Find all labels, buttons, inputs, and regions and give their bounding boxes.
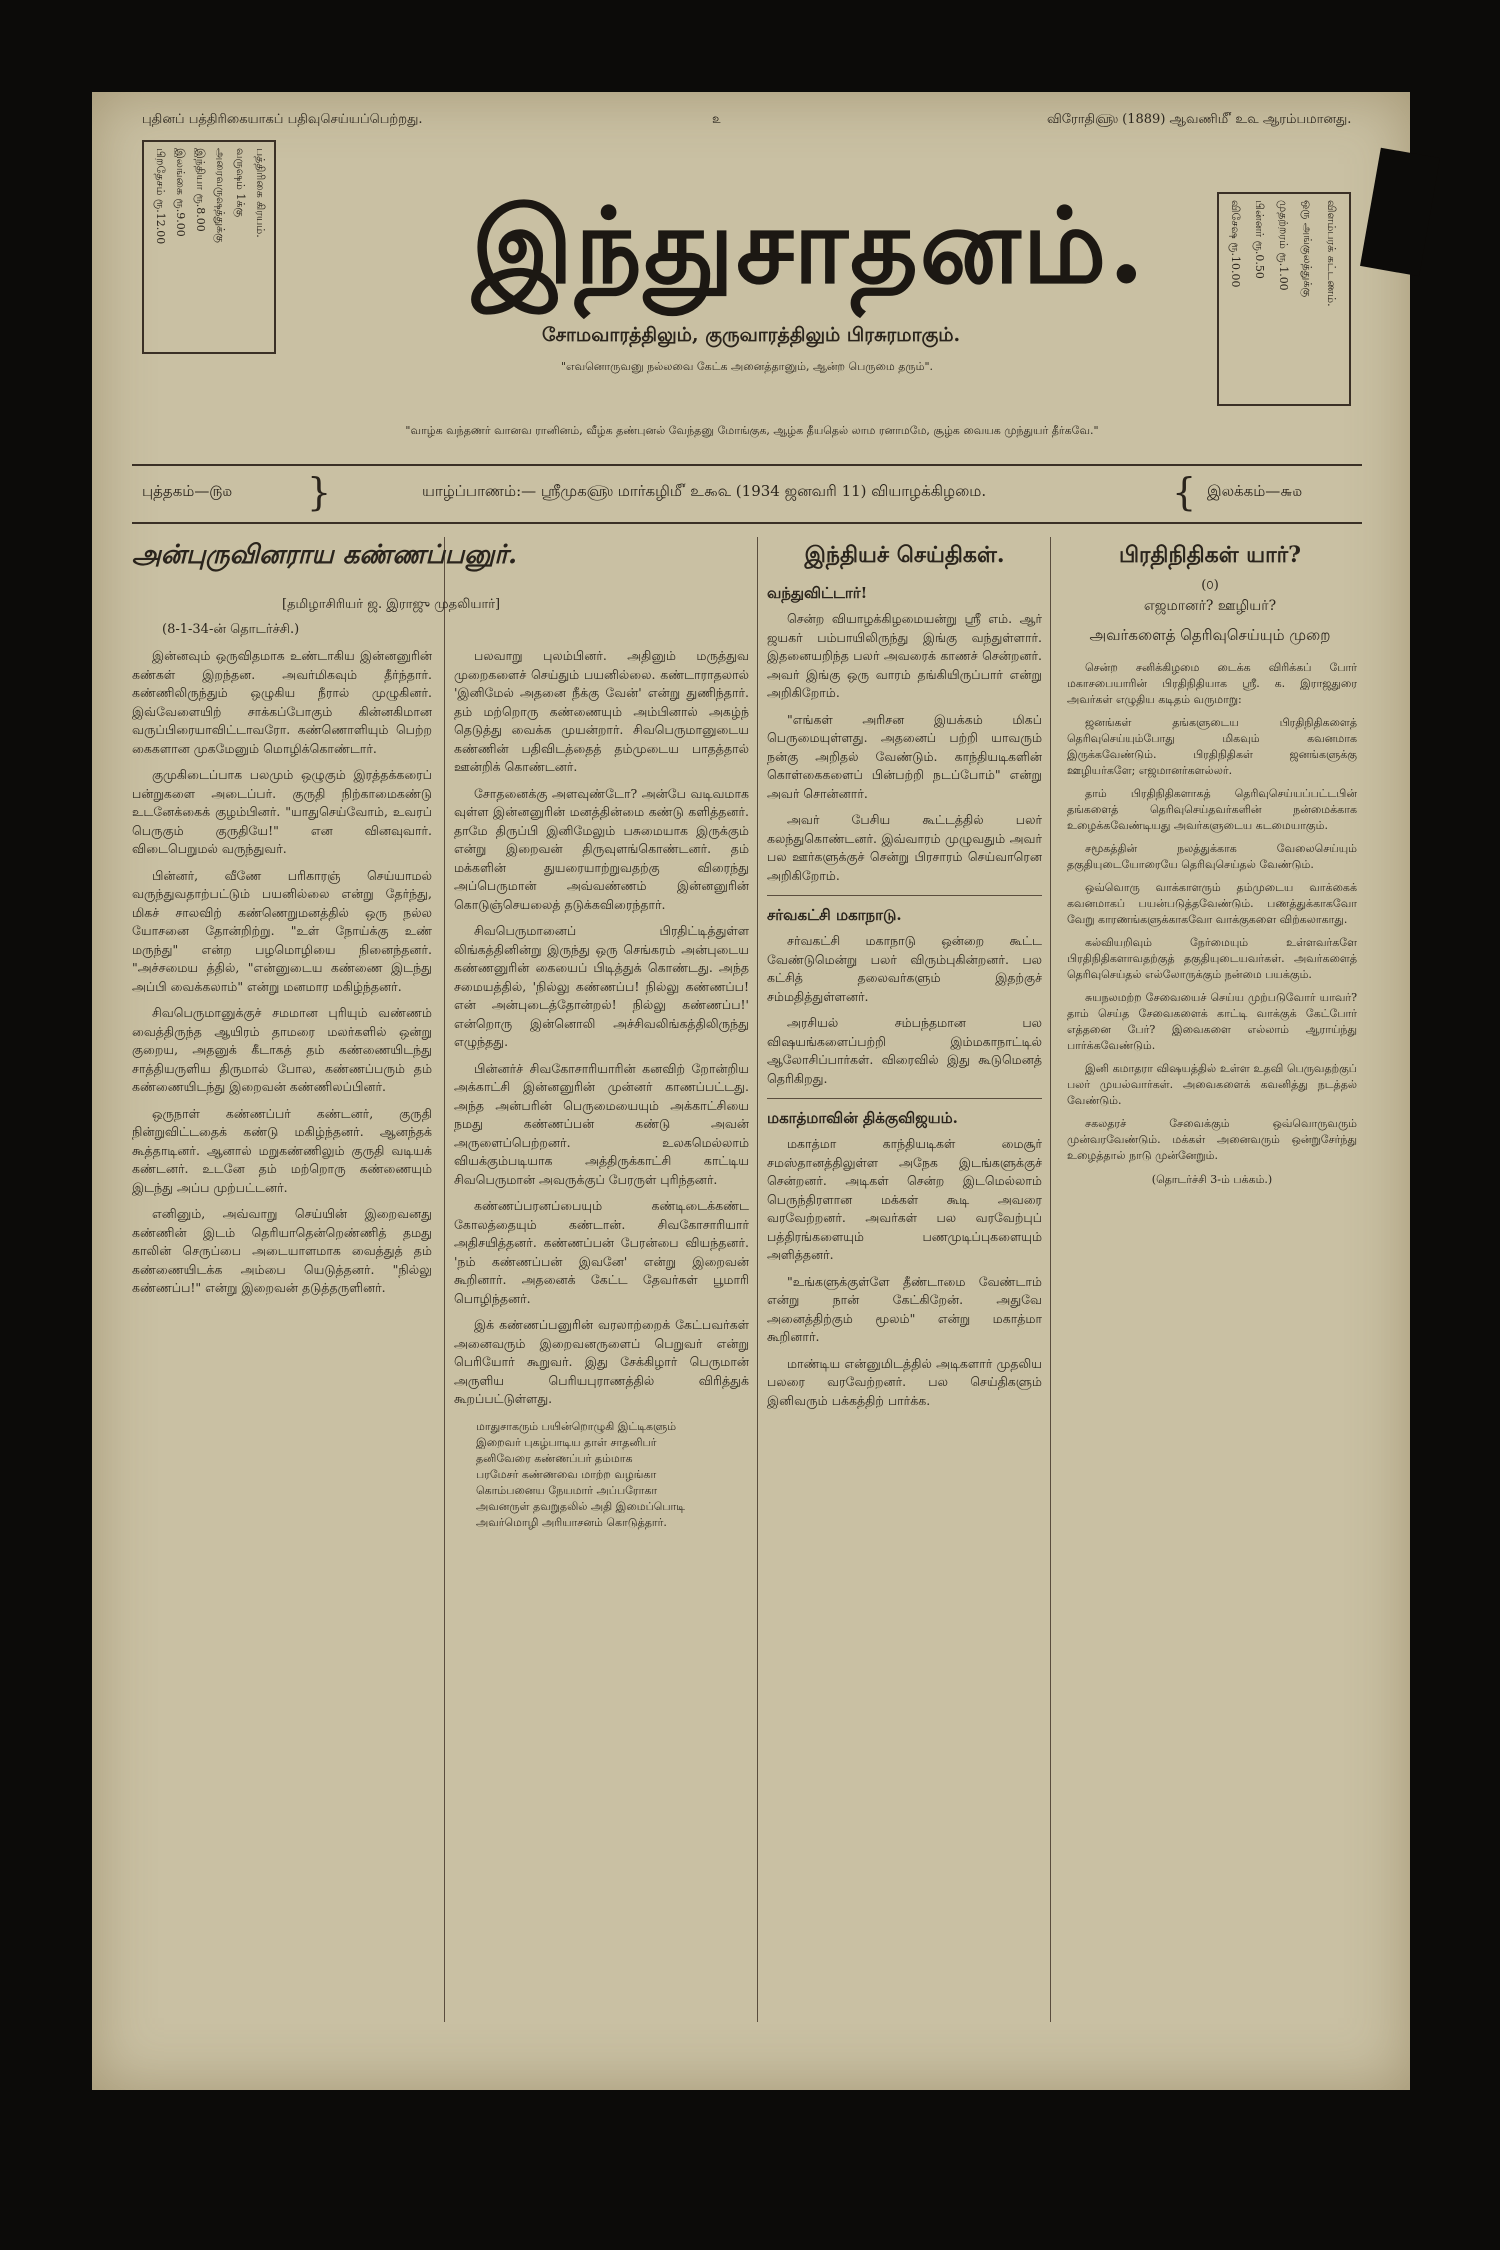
divider	[767, 895, 1042, 896]
subscription-line: பத்திரிகை கிரயம்.	[254, 148, 267, 238]
paragraph: இனி கமாதரா விஷயத்தில் உள்ள உதவி பெருவதற்குப் பலர் முயல்வார்கள். அவைகளைக் கவனித்து நடத்தல் வேண்டும்.	[1067, 1062, 1357, 1107]
paragraph: சிவபெருமானைப் பிரதிட்டித்துள்ள லிங்கத்தினின்று இருந்து ஒரு செங்கரம் அன்புடைய கண்ணனுரின் கையைப் பிடித்துக் கொண்டது. அந்த சமையத்தில், 'நில்லு கண்ணப்ப! நில்லு கண்ணப்ப! என் அன்புடைத்தோன்றல்! நில்லு கண்ணப்ப!' என்றொரு இன்னொலி அச்சிவலிங்கத்திலிருந்து எழுந்தது.	[454, 923, 749, 1049]
paragraph: பின்னர்ச் சிவகோசாரியாரின் கனவிற் றோன்றிய அக்காட்சி இன்னனுரின் முன்னர் காணப்பட்டது. அந்த அன்பரின் பெருமையையும் அக்காட்சியை நமது கண்ணப்பன் கண்டு அவன் அருளைப்பெற்றனர். உலகமெல்லாம் வியக்கும்படியாக அத்திருக்காட்சி காட்டிய சிவபெருமான் அவருக்குப் பேரருள் புரிந்தனர்.	[454, 1060, 749, 1187]
ad-rate-line: விசேஷ ரூ.10.00	[1229, 200, 1242, 288]
divider	[767, 1098, 1042, 1099]
article-byline: [தமிழாசிரியர் ஜ. இராஜு முதலியார்]	[282, 597, 501, 612]
verse-line: அவர்மொழி அரியாசனம் கொடுத்தார்.	[476, 1515, 667, 1529]
column-rule	[444, 537, 445, 2022]
paragraph: பலவாறு புலம்பினர். அதினும் மருத்துவ முறைகளைச் செய்தும் பயனில்லை. கண்டாராதலால் 'இனிமேல் அதனை நீக்கு வேன்' என்று துணிந்தார். தம் மற்றொரு கண்ணையும் அம்பினால் அகழ்ந் தெடுத்து வைக்க முயன்றார். சிவபெருமானுடைய கண்ணின் பதிவிடத்தைத் தம்முடைய பாதத்தால் ஊன்றிக் கொண்டனர்.	[454, 648, 749, 774]
paragraph: கல்வியறிவும் நேர்மையும் உள்ளவர்களே பிரதிநிதிகளாவதற்குத் தகுதியுடையவர்கள். அவர்களைத் தெரிவுசெய்தல் எல்லோருக்கும் நன்மை பயக்கும்.	[1067, 936, 1357, 981]
torn-corner	[1360, 148, 1440, 277]
page-number: ௨	[712, 112, 722, 127]
brace-left: }	[307, 470, 332, 514]
paragraph: சமூகத்தின் நலத்துக்காக வேலைசெய்யும் தகுதியுடையோரையே தெரிவுசெய்தல் வேண்டும்.	[1067, 842, 1357, 871]
verse-line: மாதுசாகரும் பயின்றொழுகி இட்டிகளும்	[476, 1419, 677, 1433]
verse-line: அவனருள் தவறுதலில் அதி இமைப்பொடி	[476, 1499, 686, 1513]
masthead-blessing: "வாழ்க வந்தணர் வானவ ரானினம், வீழ்க தண்புனல் வேந்தனு மோங்குக, ஆழ்க தீயதெல் லாம ரனாமமே, சூழ்க வையக முந்துயர் தீர்கவே."	[405, 424, 1099, 437]
date-line: யாழ்ப்பாணம்:— ஸ்ரீமுக௵ மார்கழி௴ உ௯௳ (1934 ஜனவரி 11) வியாழக்கிழமை.	[422, 482, 987, 500]
paragraph: சென்ற சனிக்கிழமை டைக்க விரிக்கப் போர் மகாசபையாரின் பிரதிநிதியாக ஸ்ரீ. க. இராஜதுரை அவர்கள் எழுதிய கடிதம் வருமாறு:	[1067, 661, 1357, 706]
news-heading: வந்துவிட்டார்!	[767, 584, 868, 602]
section-subtitle: எஜமானர்? ஊழியர்?	[1143, 598, 1277, 614]
news-heading: சர்வகட்சி மகாநாடு.	[767, 906, 902, 924]
column-rule	[1050, 537, 1051, 2022]
paragraph: பின்னர், வீணே பரிகாரஞ் செய்யாமல் வருந்துவதாற்பட்டும் பயனில்லை என்று தேர்ந்து, மிகச் சாலவிற் கண்ணெறுமனத்தில் ஒரு நல்ல யோசனை தோன்றிற்று. "உள் நோய்க்கு உண் மருந்து" என்ற பழமொழியை நினைந்தனர். "அச்சமைய த்தில், "என்னுடைய கண்ணை இடந்து அப்பி வைக்கலாம்" என்று மனமார மகிழ்ந்தனர்.	[132, 867, 432, 994]
subscription-box	[142, 140, 276, 354]
news-heading: மகாத்மாவின் திக்குவிஜயம்.	[767, 1109, 958, 1127]
paragraph: ஒருநாள் கண்ணப்பர் கண்டனர், குருதி நின்றுவிட்டதைக் கண்டு மகிழ்ந்தனர். ஆனந்தக் கூத்தாடினர். ஆனால் மறுகண்ணிலும் குருதி வடியக் கண்டனர். உடனே தம் மற்றொரு கண்ணையும் இடந்து அப்ப முற்பட்டனர்.	[132, 1105, 432, 1195]
masthead-quote: "எவனொருவனு நல்லவை கேட்க அனைத்தானும், ஆன்ற பெருமை தரும்".	[560, 360, 934, 373]
ad-rate-line: ஒரு அங்குலத்துக்கு	[1301, 200, 1314, 298]
registration-note: புதினப் பத்திரிகையாகப் பதிவுசெய்யப்பெற்றது.	[142, 112, 423, 127]
paragraph: சுயநலமற்ற சேவையைச் செய்ய முற்படுவோர் யாவர்? தாம் செய்த சேவைகளைக் காட்டி வாக்குக் கேட்போர் எத்தனை பேர்? இவைகளை எல்லாம் ஆராய்ந்து பார்க்கவேண்டும்.	[1067, 991, 1357, 1052]
paragraph: எனினும், அவ்வாறு செய்யின் இறைவனது கண்ணின் இடம் தெரியாதென்றெண்ணித் தமது காலின் செருப்பை அடையாளமாக வைத்துத் தம் கண்ணையிடக்க அம்பை யெடுத்தனர். "நில்லு கண்ணப்ப!" என்று இறைவன் தடுத்தருளினர்.	[132, 1206, 432, 1295]
subscription-line: வருஷம் 1க்கு	[234, 148, 247, 218]
paragraph: ஒவ்வொரு வாக்காளரும் தம்முடைய வாக்கைக் கவனமாகப் பயன்படுத்தவேண்டும். பணத்துக்காகவோ வேறு காரணங்களுக்காகவோ வாக்குகளை விற்கலாகாது.	[1067, 881, 1357, 926]
paragraph: சகலதரச் சேவைக்கும் ஒவ்வொருவரும் முன்வரவேண்டும். மக்கள் அனைவரும் ஒன்றுசேர்ந்து உழைத்தால் நாடு முன்னேறும்.	[1067, 1117, 1357, 1162]
dateline-rule	[132, 522, 1362, 524]
paragraph: அவர் பேசிய கூட்டத்தில் பலர் கலந்துகொண்டனர். இவ்வாரம் முழுவதும் அவர் பல ஊர்களுக்குச் சென்று பிரசாரம் செய்வாரென அறிகிறோம்.	[767, 812, 1042, 883]
continuation-note: (8-1-34-ன் தொடர்ச்சி.)	[162, 622, 300, 637]
verse-line: இறைவர் புகழ்பாடிய தாள் சாதனிபர்	[476, 1435, 657, 1449]
paragraph: "உங்களுக்குள்ளே தீண்டாமை வேண்டாம் என்று நான் கேட்கிறேன். அதுவே அனைத்திற்கும் மூலம்" என்று மகாத்மா கூறினார்.	[767, 1273, 1042, 1344]
paragraph: மகாத்மா காந்தியடிகள் மைசூர் சமஸ்தானத்திலுள்ள அநேக இடங்களுக்குச் சென்றனர். அடிகள் சென்ற இடமெல்லாம் பெருந்திரளான மக்கள் கூடி அவரை வரவேற்றனர். அவர்கள் பல வரவேற்புப் பத்திரங்களையும் பணமுடிப்புகளையும் அளித்தனர்.	[767, 1136, 1042, 1262]
ad-rate-line: பின்னர் ரூ.0.50	[1253, 200, 1266, 279]
paragraph: குமுகிடைப்பாக பலமும் ஒழுகும் இரத்தக்கரைப் பன்றுகளை அடைப்பர். குருதி நிற்காமைகண்டு உடனேக்கைக் குழம்பினர். "யாதுசெய்வோம், உவரப் பெருகும் குருதியே!" என வினவுவார். விடைபெறுமல் வருந்துவர்.	[132, 767, 432, 856]
column-rule	[757, 537, 758, 2022]
advertisement-rate-box	[1217, 192, 1351, 406]
continuation-footer: (தொடர்ச்சி 3-ம் பக்கம்.)	[1151, 1173, 1273, 1186]
verse-line: தனிவேரை கண்ணப்பர் தம்மாக	[476, 1451, 633, 1465]
paragraph: இக் கண்ணப்பனுரின் வரலாற்றைக் கேட்பவர்கள் அனைவரும் இறைவனருளைப் பெறுவர் என்று பெரியோர் கூறுவர். இது சேக்கிழார் பெருமான் அருளிய பெரியபுராணத்தில் விரித்துக் கூறப்பட்டுள்ளது.	[454, 1317, 749, 1406]
newspaper-title: இந்துசாதனம்.	[472, 184, 1147, 307]
verse-line: கொம்பனைய நேயமார் அப்பரோகா	[476, 1483, 658, 1497]
paragraph: கண்ணப்பரனப்பையும் கண்டிடைக்கண்ட கோலத்தையும் கண்டான். சிவகோசாரியார் அதிசயித்தனர். கண்ணப்பன் பேரன்பை வியந்தனர். 'நம் கண்ணப்பன் இவனே' என்று இறைவன் கூறினார். அதனைக் கேட்ட தேவர்கள் பூமாரி பொழிந்தனர்.	[454, 1198, 749, 1306]
verse-block	[454, 1419, 749, 1531]
paragraph: இன்னவும் ஒருவிதமாக உண்டாகிய இன்னனுரின் கண்கள் இறந்தன. அவர்மிகவும் தீர்ந்தார். கண்ணிலிருந்தும் ஒழுகிய நீரால் முழுகினர். இவ்வேளையிற் சாக்கப்போகும் கின்னகிமான வருப்பிரையாவிட்டாவரோ. கண்ணொளியும் பெற்ற கைகளான முகமேனும் மொழிக்கொண்டார்.	[132, 648, 432, 756]
top-rule	[132, 464, 1362, 466]
paragraph: மாண்டிய என்னுமிடத்தில் அடிகளார் முதலிய பலரை வரவேற்றனர். பல செய்திகளும் இனிவரும் பக்கத்திற் பார்க்க.	[767, 1355, 1042, 1408]
article-column	[132, 647, 432, 1306]
paragraph: ஜனங்கள் தங்களுடைய பிரதிநிதிகளைத் தெரிவுசெய்யும்போது மிகவும் கவனமாக இருக்கவேண்டும். பிரதிநிதிகள் ஜனங்களுக்கு ஊழியர்களே; எஜமானர்களல்லர்.	[1067, 716, 1357, 777]
editorial-column	[1067, 660, 1357, 1188]
section-title-representatives: பிரதிநிதிகள் யார்?	[1118, 542, 1302, 568]
subscription-line: இலங்கை ரூ.9.00	[174, 148, 187, 237]
section-ornament: (௦)	[1201, 578, 1219, 593]
ad-rate-line: விளம்பரக் கட்டணம்.	[1325, 200, 1338, 307]
paragraph: அரசியல் சம்பந்தமான பல விஷயங்களைப்பற்றி இம்மகாநாட்டில் ஆலோசிப்பார்கள். விரைவில் இது கூடுமெனத் தெரிகிறது.	[767, 1015, 1042, 1086]
subscription-line: பிறதேசம் ரூ.12.00	[154, 148, 167, 245]
publication-schedule: சோமவாரத்திலும், குருவாரத்திலும் பிரசுரமாகும்.	[542, 324, 961, 346]
ad-rate-line: முதற்றரம் ரூ.1.00	[1277, 200, 1290, 291]
subscription-line: இந்தியா ரூ.8.00	[194, 148, 207, 232]
article-title: அன்புருவினராய கண்ணப்பனுர்.	[132, 540, 517, 570]
news-column	[767, 584, 1042, 1418]
volume-label: புத்தகம்—௫௰	[142, 482, 233, 500]
verse-line: பரமேசர் கண்ணவை மாற்ற வழங்கா	[476, 1467, 657, 1481]
paragraph: சிவபெருமானுக்குச் சமமான புரியும் வண்ணம் வைத்திருந்த ஆயிரம் தாமரை மலர்களில் ஒன்று குறைய, அதனுக் கீடாகத் தம் கண்ணையிடந்து சாத்தியருளிய திருமால் போல, கண்ணப்பரும் தம் கண்ணையிடந்து இறைவன் கண்ணிலப்பினர்.	[132, 1005, 432, 1094]
section-title-india-news: இந்தியச் செய்திகள்.	[804, 542, 1005, 568]
article-continuation-column	[454, 647, 749, 1531]
paragraph: சர்வகட்சி மகாநாடு ஒன்றை கூட்ட வேண்டுமென்று பலர் விரும்புகின்றனர். பல கட்சித் தலைவர்களும் இதற்குச் சம்மதித்துள்ளனர்.	[767, 933, 1042, 1004]
newspaper-page	[92, 92, 1410, 2090]
paragraph: "எங்கள் அரிசன இயக்கம் மிகப் பெருமையுள்ளது. அதனைப் பற்றி யாவரும் நன்கு அறிதல் வேண்டும். காந்தியடிகளின் கொள்கைகளைப் பின்பற்றி நடப்போம்" என்று அவர் சொன்னார்.	[767, 711, 1042, 801]
paragraph: சோதனைக்கு அளவுண்டோ? அன்பே வடிவமாக வுள்ள இன்னனுரின் மனத்தின்மை கண்டு களித்தனர். தாமே திருப்பி இனிமேலும் பசுமையாக இருக்கும் என்று இறைவன் திருவுளங்கொண்டனர். தம் மக்களின் துயரையாற்றுவதற்கு விரைந்து அப்பெருமான் அவ்வண்ணம் இன்னனுரின் கொடுஞ்செயலைத் தடுக்கவிரைந்தார்.	[454, 785, 749, 912]
founding-note: விரோதி௵ (1889) ஆவணி௴ உ௳ ஆரம்பமானது.	[1047, 112, 1352, 127]
brace-right: {	[1172, 470, 1197, 514]
subscription-line: அரைவருஷத்துக்கு	[214, 148, 227, 243]
paragraph: தாம் பிரதிநிதிகளாகத் தெரிவுசெய்யப்பட்டபின் தங்களைத் தெரிவுசெய்தவர்களின் நன்மைக்காக உழைக்கவேண்டியது அவர்களுடைய கடமையாகும்.	[1067, 787, 1357, 832]
issue-number: இலக்கம்—௬௰	[1207, 482, 1303, 500]
paragraph: சென்ற வியாழக்கிழமையன்று ஸ்ரீ எம். ஆர் ஜயகர் பம்பாயிலிருந்து இங்கு வந்துள்ளார். இதனையறிந்த பலர் அவரைக் காணச் சென்றனர். அவர் இங்கு ஒரு வாரம் தங்கியிருப்பார் என்று அறிகிறோம்.	[767, 611, 1042, 700]
section-subtitle: அவர்களைத் தெரிவுசெய்யும் முறை	[1089, 626, 1331, 644]
